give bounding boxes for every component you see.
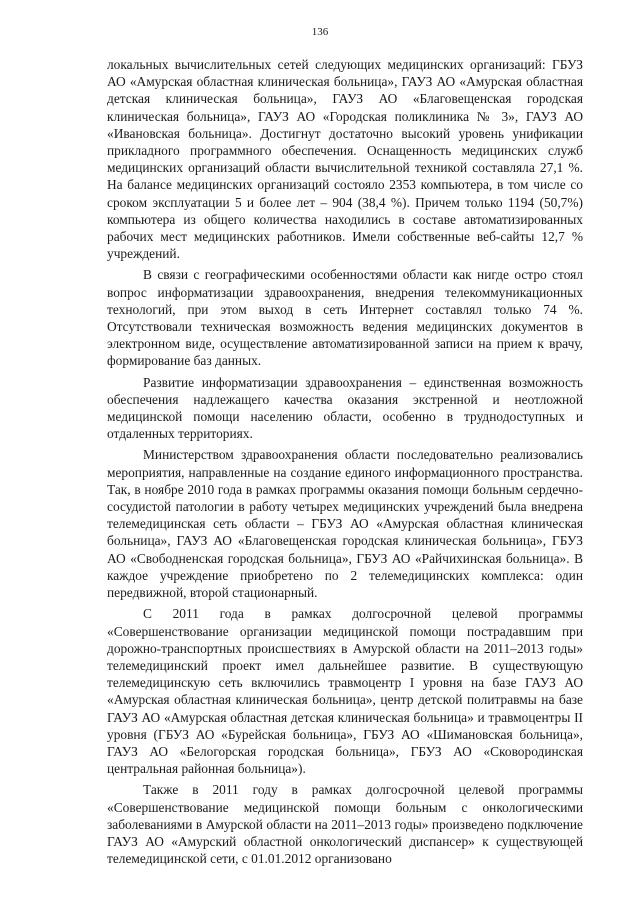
paragraph-3: Развитие информатизации здравоохранения – единственная возможность обеспечения надлежащего качества оказания экстренной и неотложной медицинской помощи населению области, особенно в труднодоступных и отдаленных территориях. xyxy=(107,374,583,442)
paragraph-5: С 2011 года в рамках долгосрочной целевой программы «Совершенствование организации медицинской помощи пострадавшим при дорожно-транспортных происшествиях в Амурской области на 2011–2013 годы» телемедицинский проект имел дальнейшее развитие. В существующую телемедицинскую сеть включились травмоцентр I уровня на базе ГАУЗ АО «Амурская областная клиническая больница», центр детской политравмы на базе ГАУЗ АО «Амурская областная детская клиническая больница» и травмоцентры II уровня (ГБУЗ АО «Бурейская больница», ГБУЗ АО «Шимановская больница», ГАУЗ АО «Белогорская городская больница», ГБУЗ АО «Сковородинская центральная районная больница»). xyxy=(107,606,583,777)
paragraph-2: В связи с географическими особенностями области как нигде остро стоял вопрос информатизации здравоохранения, внедрения телекоммуникационных технологий, при этом выход в сеть Интернет составлял только 74 %. Отсутствовали техническая возможность ведения медицинских документов в электронном виде, осуществление автоматизированной записи на прием к врачу, формирование баз данных. xyxy=(107,267,583,369)
paragraph-6: Также в 2011 году в рамках долгосрочной целевой программы «Совершенствование медицинской помощи больным с онкологическими заболеваниями в Амурской области на 2011–2013 годы» произведено подключение ГАУЗ АО «Амурский областной онкологический диспансер» к существующей телемедицинской сети, с 01.01.2012 организовано xyxy=(107,782,583,867)
paragraph-4: Министерством здравоохранения области последовательно реализовались мероприятия, направленные на создание единого информационного пространства. Так, в ноябре 2010 года в рамках программы оказания помощи больным сердечно-сосудистой патологии в работу четырех медицинских учреждений была внедрена телемедицинская сеть области – ГБУЗ АО «Амурская областная клиническая больница», ГАУЗ АО «Благовещенская городская клиническая больница», ГБУЗ АО «Свободненская городская больница», ГБУЗ АО «Райчихинская больница». В каждое учреждение приобретено по 2 телемедицинских комплекса: один передвижной, второй стационарный. xyxy=(107,447,583,601)
page-number: 136 xyxy=(311,26,329,38)
body-text xyxy=(107,56,583,871)
paragraph-1: локальных вычислительных сетей следующих медицинских организаций: ГБУЗ АО «Амурская областная клиническая больница», ГАУЗ АО «Амурская областная детская клиническая больница», ГАУЗ АО «Благовещенская городская клиническая больница», ГАУЗ АО «Городская поликлиника № 3», ГАУЗ АО «Ивановская больница». Достигнут достаточно высокий уровень унификации прикладного программного обеспечения. Оснащенность медицинских служб медицинских организаций области вычислительной техникой составляла 27,1 %. На балансе медицинских организаций состояло 2353 компьютера, в том числе со сроком эксплуатации 5 и более лет – 904 (38,4 %). Причем только 1194 (50,7%) компьютера из общего количества находились в составе автоматизированных рабочих мест медицинских работников. Имели собственные веб-сайты 12,7 % учреждений. xyxy=(107,57,583,262)
